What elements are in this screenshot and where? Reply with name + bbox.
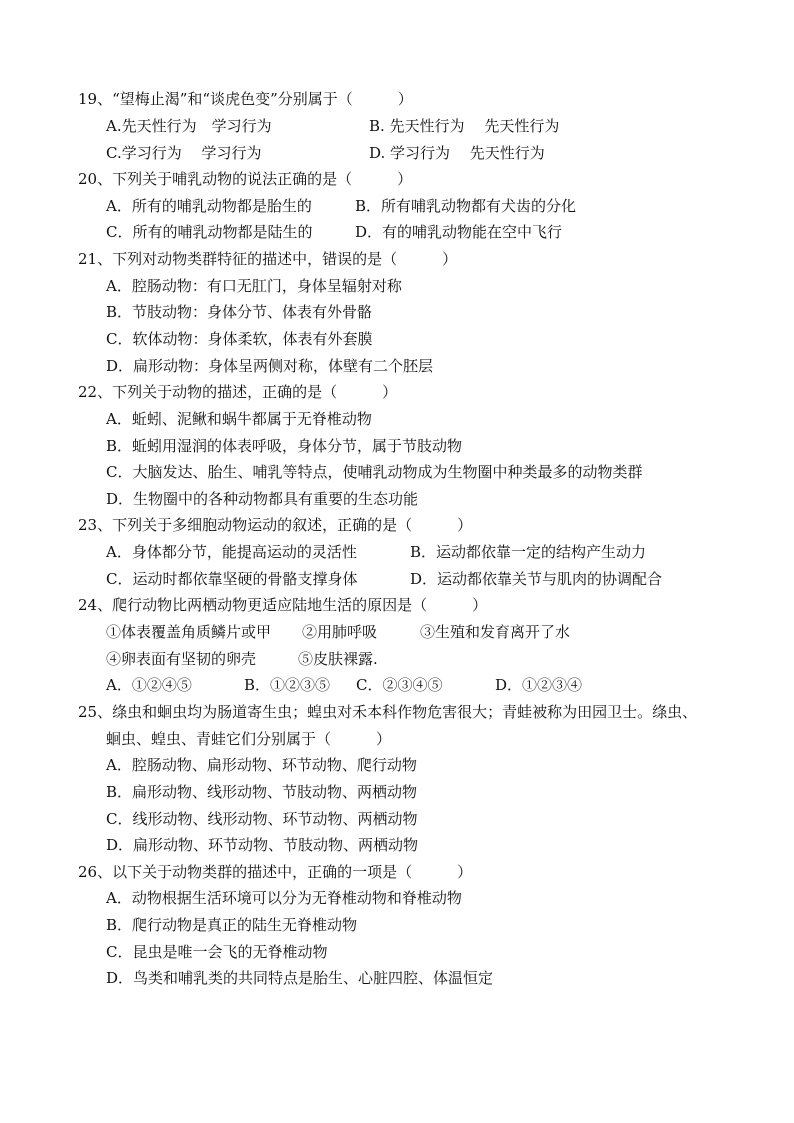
question-22-stem: 22、下列关于动物的描述，正确的是（ ）	[78, 383, 398, 401]
question-26-option-d: D．鸟类和哺乳类的共同特点是胎生、心脏四腔、体温恒定	[106, 969, 494, 987]
question-20-option-d: D．有的哺乳动物能在空中飞行	[355, 223, 563, 241]
question-25-option-a: A．腔肠动物、扁形动物、环节动物、爬行动物	[106, 756, 417, 774]
question-22-option-b: B．蚯蚓用湿润的体表呼吸，身体分节，属于节肢动物	[106, 437, 463, 455]
question-26-option-b: B．爬行动物是真正的陆生无脊椎动物	[106, 916, 358, 934]
question-25-stem-line-2: 蛔虫、蝗虫、青蛙它们分别属于（ ）	[106, 730, 392, 748]
question-24-option-c: C．②③④⑤	[356, 676, 443, 694]
question-24-item-3: ③生殖和发育离开了水	[420, 623, 571, 641]
question-24-item-2: ②用肺呼吸	[302, 623, 378, 641]
question-20-stem: 20、下列关于哺乳动物的说法正确的是（ ）	[78, 170, 413, 188]
question-19-stem: 19、“望梅止渴”和“谈虎色变”分别属于（ ）	[78, 90, 413, 108]
question-23-option-c: C．运动时都依靠坚硬的骨骼支撑身体	[106, 570, 358, 588]
question-20-option-a: A．所有的哺乳动物都是胎生的	[106, 197, 312, 215]
question-22-option-d: D．生物圈中的各种动物都具有重要的生态功能	[106, 490, 419, 508]
question-19-option-b: B. 先天性行为 先天性行为	[369, 117, 560, 135]
question-19-option-d: D. 学习行为 先天性行为	[369, 144, 545, 162]
question-23-option-b: B．运动都依靠一定的结构产生动力	[410, 543, 647, 561]
question-26-option-a: A．动物根据生活环境可以分为无脊椎动物和脊椎动物	[106, 889, 462, 907]
question-25-stem-line-1: 25、绦虫和蛔虫均为肠道寄生虫；蝗虫对禾本科作物危害很大；青蛙被称为田园卫士。绦虫、	[78, 703, 698, 721]
question-25-option-c: C．线形动物、线形动物、环节动物、两栖动物	[106, 810, 418, 828]
question-21-option-d: D．扁形动物：身体呈两侧对称，体壁有二个胚层	[106, 357, 434, 375]
question-22-option-c: C．大脑发达、胎生、哺乳等特点，使哺乳动物成为生物圈中种类最多的动物类群	[106, 463, 643, 481]
question-20-option-b: B．所有哺乳动物都有犬齿的分化	[355, 197, 577, 215]
question-24-item-4: ④卵表面有坚韧的卵壳	[106, 650, 257, 668]
question-24-option-d: D．①②③④	[495, 676, 583, 694]
question-21-option-b: B．节肢动物：身体分节、体表有外骨骼	[106, 303, 373, 321]
question-21-stem: 21、下列对动物类群特征的描述中，错误的是（ ）	[78, 250, 458, 268]
question-22-option-a: A．蚯蚓、泥鳅和蜗牛都属于无脊椎动物	[106, 410, 372, 428]
question-24-option-b: B．①②③⑤	[244, 676, 331, 694]
question-24-item-5: ⑤皮肤裸露.	[298, 650, 378, 668]
question-23-option-d: D．运动都依靠关节与肌肉的协调配合	[410, 570, 663, 588]
question-19-option-a: A.先天性行为 学习行为	[106, 117, 272, 135]
question-25-option-d: D．扁形动物、环节动物、节肢动物、两栖动物	[106, 836, 419, 854]
question-21-option-c: C．软体动物：身体柔软，体表有外套膜	[106, 330, 373, 348]
question-24-stem: 24、爬行动物比两栖动物更适应陆地生活的原因是（ ）	[78, 596, 488, 614]
question-25-option-b: B．扁形动物、线形动物、节肢动物、两栖动物	[106, 783, 418, 801]
question-26-option-c: C．昆虫是唯一会飞的无脊椎动物	[106, 943, 328, 961]
question-20-option-c: C．所有的哺乳动物都是陆生的	[106, 223, 313, 241]
question-23-option-a: A．身体都分节，能提高运动的灵活性	[106, 543, 357, 561]
question-24-option-a: A．①②④⑤	[106, 676, 192, 694]
question-26-stem: 26、以下关于动物类群的描述中，正确的一项是（ ）	[78, 863, 473, 881]
question-21-option-a: A．腔肠动物：有口无肛门，身体呈辐射对称	[106, 277, 402, 295]
question-23-stem: 23、下列关于多细胞动物运动的叙述，正确的是（ ）	[78, 516, 473, 534]
question-19-option-c: C.学习行为 学习行为	[106, 144, 262, 162]
question-24-item-1: ①体表覆盖角质鳞片或甲	[106, 623, 272, 641]
